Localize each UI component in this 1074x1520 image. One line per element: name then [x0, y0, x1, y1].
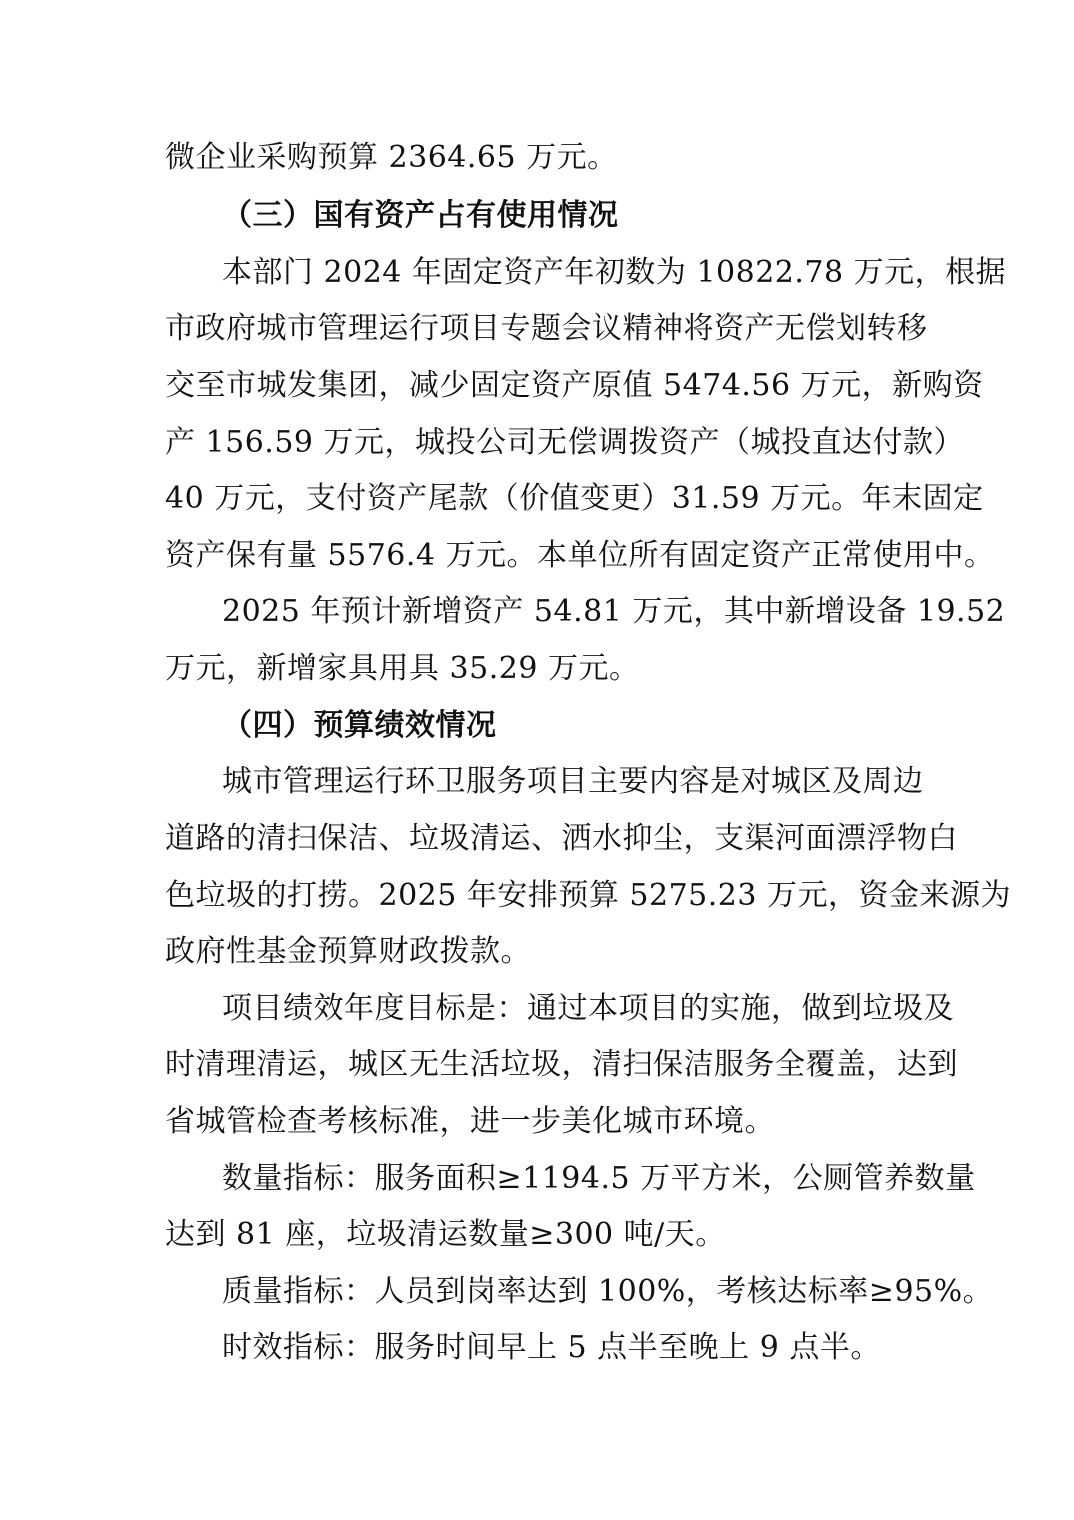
- section-heading-performance: （四）预算绩效情况: [222, 708, 497, 743]
- text-line: 时清理清运，城区无生活垃圾，清扫保洁服务全覆盖，达到: [165, 1047, 958, 1082]
- text-line: 道路的清扫保洁、垃圾清运、洒水抑尘，支渠河面漂浮物白: [165, 821, 958, 856]
- text-line: 市政府城市管理运行项目专题会议精神将资产无偿划转移: [165, 311, 928, 346]
- text-line: 政府性基金预算财政拨款。: [165, 934, 531, 969]
- text-line: 微企业采购预算 2364.65 万元。: [165, 140, 618, 175]
- text-line: 数量指标：服务面积≥1194.5 万平方米，公厕管养数量: [222, 1161, 976, 1196]
- text-line: 万元，新增家具用具 35.29 万元。: [165, 651, 640, 686]
- text-line: 达到 81 座，垃圾清运数量≥300 吨/天。: [165, 1217, 726, 1252]
- text-line: 产 156.59 万元，城投公司无偿调拨资产（城投直达付款）: [165, 425, 965, 460]
- text-line: 时效指标：服务时间早上 5 点半至晚上 9 点半。: [222, 1330, 881, 1365]
- text-line: 项目绩效年度目标是：通过本项目的实施，做到垃圾及: [222, 991, 954, 1026]
- text-line: 质量指标：人员到岗率达到 100%，考核达标率≥95%。: [222, 1274, 994, 1309]
- text-line: 40 万元，支付资产尾款（价值变更）31.59 万元。年末固定: [165, 481, 984, 516]
- text-line: 色垃圾的打捞。2025 年安排预算 5275.23 万元，资金来源为: [165, 878, 1012, 913]
- text-line: 本部门 2024 年固定资产年初数为 10822.78 万元，根据: [222, 255, 1007, 290]
- text-line: 省城管检查考核标准，进一步美化城市环境。: [165, 1104, 775, 1139]
- text-line: 交至市城发集团，减少固定资产原值 5474.56 万元，新购资: [165, 368, 984, 403]
- text-line: 资产保有量 5576.4 万元。本单位所有固定资产正常使用中。: [165, 538, 995, 573]
- text-line: 2025 年预计新增资产 54.81 万元，其中新增设备 19.52: [222, 594, 1006, 629]
- section-heading-assets: （三）国有资产占有使用情况: [222, 198, 619, 233]
- text-line: 城市管理运行环卫服务项目主要内容是对城区及周边: [222, 764, 924, 799]
